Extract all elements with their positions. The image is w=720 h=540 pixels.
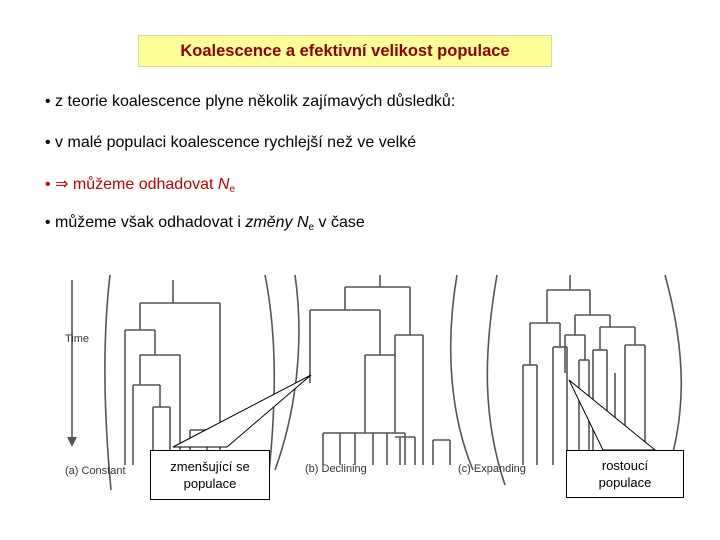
time-axis-arrow <box>67 437 77 447</box>
panel-label-declining: (b) Declining <box>305 463 367 475</box>
callout-expanding-line-1: rostoucí <box>601 458 649 473</box>
boundary-a-left <box>105 275 111 490</box>
left-callout-pointer <box>173 375 311 447</box>
right-callout-pointer <box>569 380 655 450</box>
callout-declining-line-2: populace <box>183 476 237 491</box>
callout-declining <box>150 450 270 500</box>
panel-label-constant: (a) Constant <box>65 465 126 477</box>
ne-subscript: e <box>229 184 235 195</box>
page-title: Koalescence a efektivní velikost populace <box>180 41 510 60</box>
callout-expanding <box>566 450 684 498</box>
bullet-3-text: • ⇒ můžeme odhadovat <box>45 176 218 193</box>
bullet-3 <box>45 175 235 200</box>
bullet-2: • v malé populaci koalescence rychlejší než ve velké <box>45 134 417 151</box>
boundary-b-left <box>275 275 299 470</box>
callout-declining-line-1: zmenšující se <box>170 459 250 474</box>
bullet-4-text: • můžeme však odhadovat i <box>45 214 246 231</box>
bullet-4-suffix: v čase <box>314 214 365 231</box>
ne-symbol: N <box>217 176 230 193</box>
boundary-b-right <box>451 275 473 470</box>
time-label: Time <box>65 333 90 345</box>
bullet-4-emphasis: změny N <box>245 214 309 231</box>
panel-label-expanding: (c) Expanding <box>458 463 526 475</box>
bullet-4-subscript: e <box>308 222 315 233</box>
title-box <box>138 35 552 67</box>
callout-expanding-line-2: populace <box>598 475 652 490</box>
bullet-1: • z teorie koalescence plyne několik zajímavých důsledků: <box>45 93 456 110</box>
bullet-4 <box>45 213 365 238</box>
tree-declining <box>310 275 450 465</box>
boundary-c-left <box>487 275 505 485</box>
